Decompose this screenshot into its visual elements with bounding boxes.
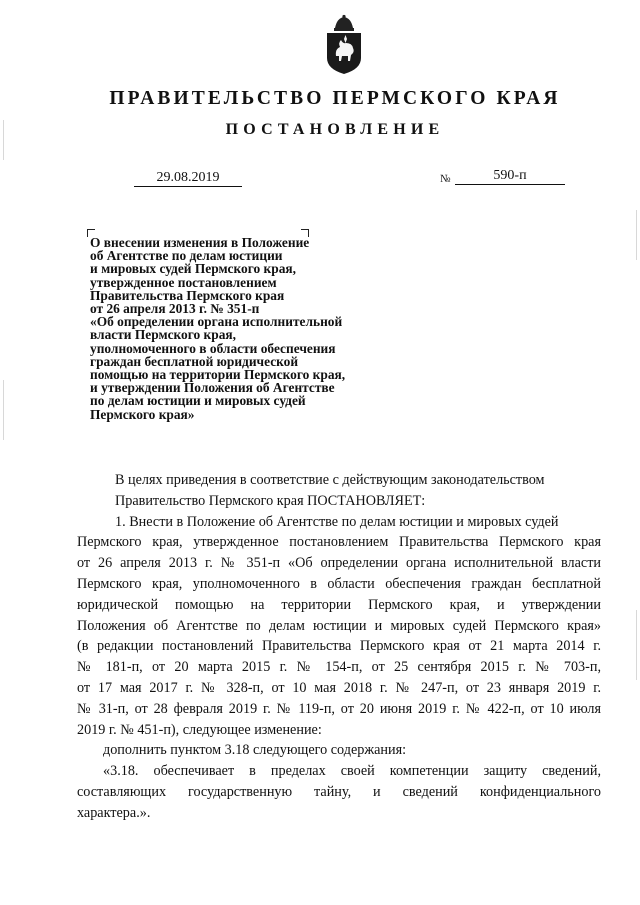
body-line: юридической помощью на территории Пермского края, и утверждении: [77, 596, 601, 613]
subject-line: власти Пермского края,: [90, 327, 236, 343]
body-line: «3.18. обеспечивает в пределах своей компетенции защиту сведений,: [103, 763, 601, 780]
subject-line: Пермского края»: [90, 406, 195, 422]
body-line: 1. Внести в Положение об Агентстве по делам юстиции и мировых судей: [115, 513, 559, 530]
body-line: дополнить пунктом 3.18 следующего содержания:: [103, 742, 407, 759]
scan-edge-mark: [636, 610, 637, 680]
body-line: Пермского края, уполномоченного в области обеспечения граждан бесплатной: [77, 575, 601, 592]
body-line: (в редакции постановлений Правительства Пермского края от 21 марта 2014 г.: [77, 638, 601, 655]
subject-line: уполномоченного в области обеспечения: [90, 340, 336, 356]
subject-line: граждан бесплатной юридической: [90, 353, 299, 369]
subject-line: «Об определении органа исполнительной: [90, 314, 343, 330]
body-line: Правительство Пермского края ПОСТАНОВЛЯЕТ:: [115, 492, 426, 509]
government-title: ПРАВИТЕЛЬСТВО ПЕРМСКОГО КРАЯ: [109, 88, 561, 109]
subject-line: Правительства Пермского края: [90, 287, 285, 303]
document-type: ПОСТАНОВЛЕНИЕ: [225, 121, 445, 138]
body-line: Положения об Агентстве по делам юстиции и мировых судей Пермского края»: [77, 617, 601, 634]
subject-line: от 26 апреля 2013 г. № 351-п: [90, 301, 260, 317]
subject-line: утвержденное постановлением: [90, 274, 277, 290]
body-line: Пермского края, утвержденное постановлением Правительства Пермского края: [77, 534, 601, 551]
body-line: от 26 апреля 2013 г. № 351-п «Об определении органа исполнительной власти: [77, 555, 601, 572]
body-line: составляющих государственную тайну, и сведений конфиденциального: [77, 783, 601, 800]
body-line: характера.».: [77, 804, 151, 821]
document-subject: [90, 236, 400, 421]
subject-line: по делам юстиции и мировых судей: [90, 393, 306, 409]
body-line: № 31-п, от 28 февраля 2019 г. № 119-п, от 20 июня 2019 г. № 422-п, от 10 июля: [77, 700, 601, 717]
subject-line: О внесении изменения в Положение: [90, 235, 310, 250]
body-line: В целях приведения в соответствие с действующим законодательством: [115, 472, 545, 488]
scan-edge-mark: [3, 380, 4, 440]
scan-edge-mark: [3, 120, 4, 160]
number-sign: №: [440, 173, 451, 185]
document-date: 29.08.2019: [134, 170, 242, 187]
subject-line: об Агентстве по делам юстиции: [90, 248, 283, 264]
document-number: 590-п: [455, 168, 565, 185]
body-line: 2019 г. № 451-п), следующее изменение:: [77, 721, 322, 738]
body-line: № 181-п, от 20 марта 2015 г. № 154-п, от 25 сентября 2015 г. № 703-п,: [77, 659, 601, 676]
document-body: [77, 470, 601, 824]
subject-line: и мировых судей Пермского края,: [90, 261, 296, 277]
subject-line: помощью на территории Пермского края,: [90, 367, 346, 383]
body-line: от 17 мая 2017 г. № 328-п, от 10 мая 2018 г. № 247-п, от 23 января 2019 г.: [77, 679, 601, 696]
perm-krai-coat-of-arms-icon: [323, 14, 365, 76]
scan-edge-mark: [636, 210, 637, 260]
subject-line: и утверждении Положения об Агентстве: [90, 380, 335, 396]
